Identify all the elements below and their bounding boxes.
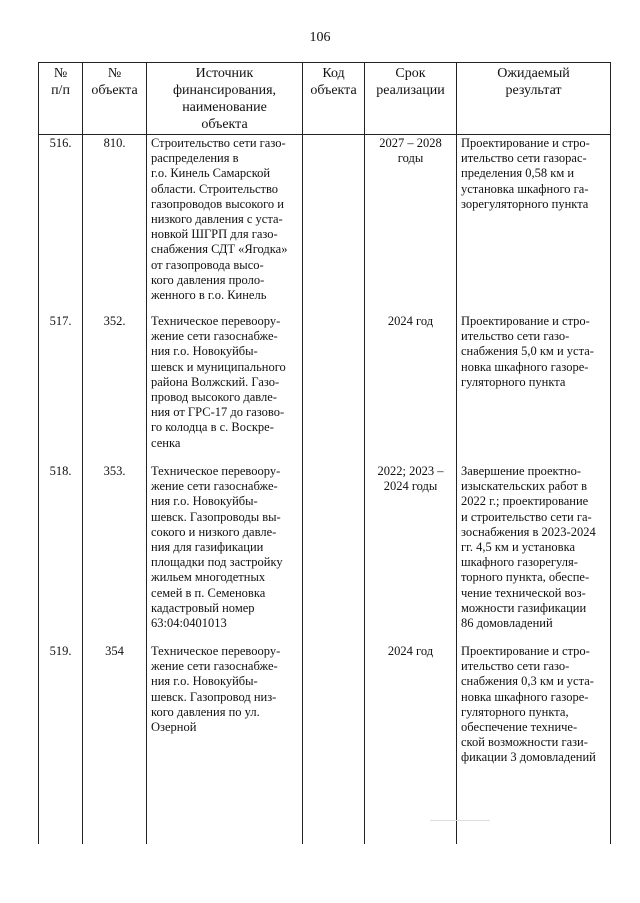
row-object-no: 352.: [83, 314, 147, 464]
row-source: Техническое перевоору- жение сети газоснабже- ния г.о. Новокуйбы- шевск. Газопроводы вы- сокого и низкого давле- ния для газификации площадки под застройку жильем многодетных семей в п. Семеновка кадастровый номер 63:04:0401013: [147, 464, 303, 644]
scan-artifact: [430, 820, 490, 821]
table-row: [39, 314, 611, 464]
row-num: 519.: [39, 644, 83, 844]
row-code: [303, 644, 365, 844]
row-num: 516.: [39, 135, 83, 315]
header-num: № п/п: [39, 63, 83, 135]
row-source: Строительство сети газо- распределения в г.о. Кинель Самарской области. Строительство газопроводов высокого и низкого давления с уста- новкой ШГРП для газо- снабжения СДТ «Ягодка» от газопровода высо- кого давления проло- женного в г.о. Кинель: [147, 135, 303, 315]
row-num: 518.: [39, 464, 83, 644]
row-code: [303, 135, 365, 315]
row-code: [303, 314, 365, 464]
row-result: Проектирование и стро- ительство сети газорас- пределения 0,58 км и установка шкафного га- зорегуляторного пункта: [457, 135, 611, 315]
row-object-no: 810.: [83, 135, 147, 315]
row-source: Техническое перевоору- жение сети газоснабже- ния г.о. Новокуйбы- шевск. Газопровод низ- кого давления по ул. Озерной: [147, 644, 303, 844]
row-result: Проектирование и стро- ительство сети газо- снабжения 0,3 км и уста- новка шкафного газоре- гуляторного пункта, обеспечение техниче- ской возможности гази- фикации 3 домовладений: [457, 644, 611, 844]
row-object-no: 353.: [83, 464, 147, 644]
row-source: Техническое перевоору- жение сети газоснабже- ния г.о. Новокуйбы- шевск и муниципального района Волжский. Газо- провод высокого давле- ния от ГРС-17 до газово- го колодца в с. Воскре- сенка: [147, 314, 303, 464]
row-period: 2027 – 2028 годы: [365, 135, 457, 315]
row-code: [303, 464, 365, 644]
header-period: Срок реализации: [365, 63, 457, 135]
page-number: 106: [309, 30, 331, 45]
row-result: Завершение проектно- изыскательских работ в 2022 г.; проектирование и строительство сети га- зоснабжения в 2023-2024 гг. 4,5 км и установка шкафного газорегуля- торного пункта, обеспе- чение технической воз- можности газификации 86 домовладений: [457, 464, 611, 644]
header-code: Код объекта: [303, 63, 365, 135]
row-num: 517.: [39, 314, 83, 464]
table-header-row: [39, 63, 611, 135]
header-source: Источник финансирования, наименование объекта: [147, 63, 303, 135]
row-object-no: 354: [83, 644, 147, 844]
table-row: [39, 135, 611, 315]
row-period: 2024 год: [365, 644, 457, 844]
row-period: 2024 год: [365, 314, 457, 464]
header-object-no: № объекта: [83, 63, 147, 135]
program-table: [38, 62, 611, 844]
table-row: [39, 644, 611, 844]
row-result: Проектирование и стро- ительство сети газо- снабжения 5,0 км и уста- новка шкафного газоре- гуляторного пункта: [457, 314, 611, 464]
row-period: 2022; 2023 – 2024 годы: [365, 464, 457, 644]
header-result: Ожидаемый результат: [457, 63, 611, 135]
table-row: [39, 464, 611, 644]
